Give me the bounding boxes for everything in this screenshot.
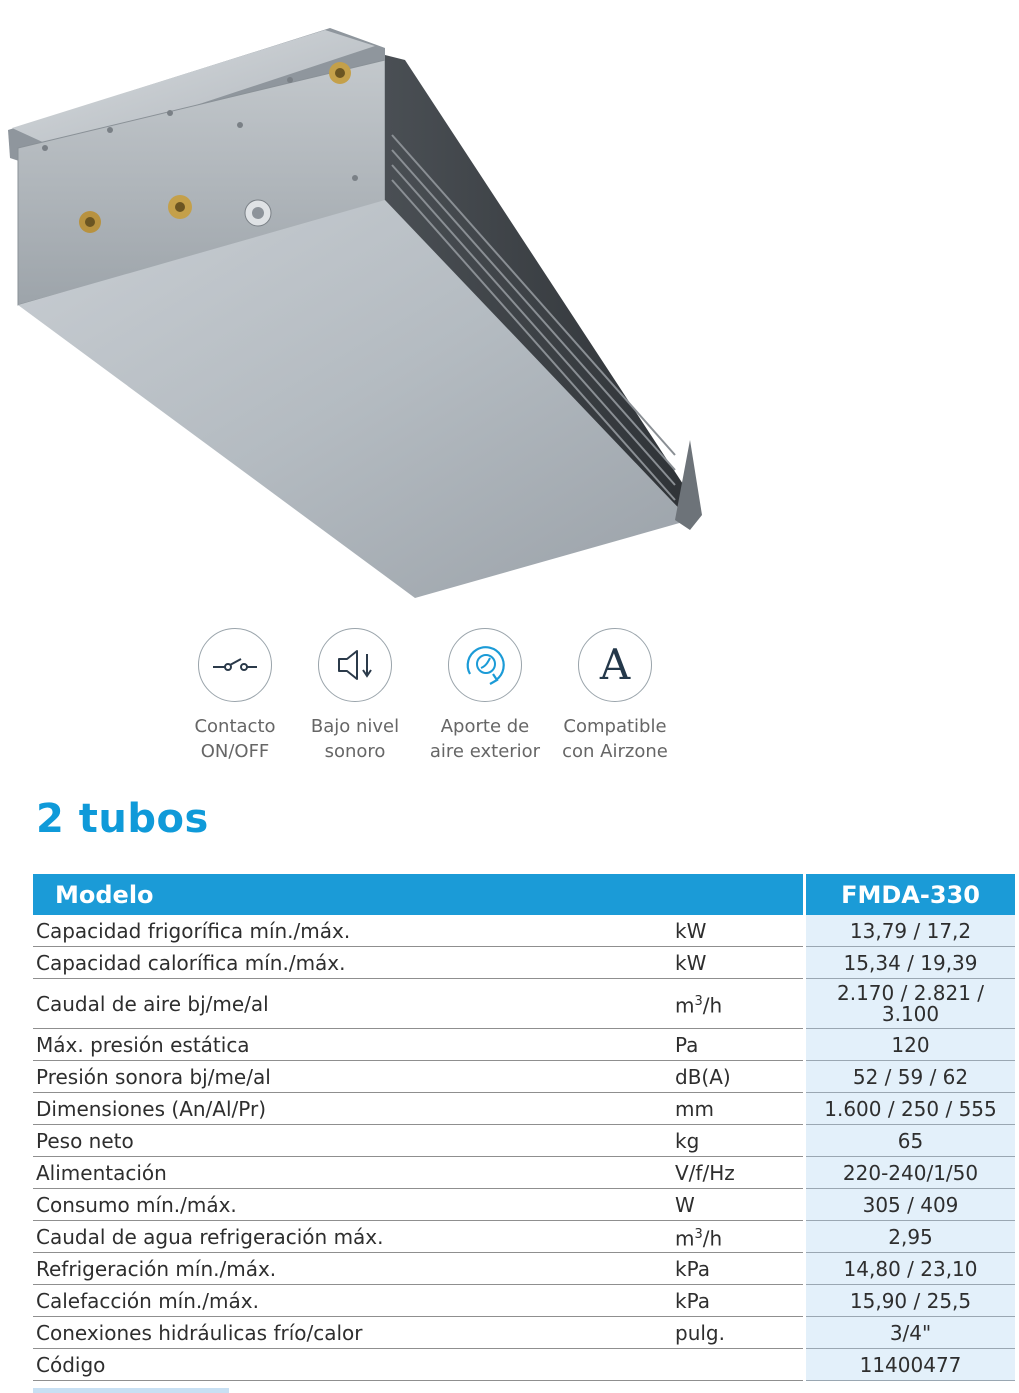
- table-row: [33, 979, 1015, 1029]
- row-unit: [669, 1221, 803, 1253]
- outdoor-air-icon: [448, 628, 522, 702]
- row-parameter: Consumo mín./máx.: [33, 1189, 669, 1221]
- unit-rest: /h: [702, 993, 723, 1018]
- feature-low-noise: [290, 628, 420, 764]
- table-row: [33, 1157, 1015, 1189]
- unit-base: m: [675, 1226, 695, 1251]
- unit-base: m: [675, 993, 695, 1018]
- feature-airzone: [550, 628, 680, 764]
- row-unit: [669, 1349, 803, 1381]
- row-value: 15,34 / 19,39: [806, 947, 1015, 979]
- row-parameter: Dimensiones (An/Al/Pr): [33, 1093, 669, 1125]
- row-value: 220-240/1/50: [806, 1157, 1015, 1189]
- feature-label-line2: sonoro: [324, 741, 386, 762]
- feature-label: [170, 714, 300, 764]
- table-row: [33, 1253, 1015, 1285]
- row-unit: Pa: [669, 1029, 803, 1061]
- airzone-icon: [578, 628, 652, 702]
- row-value: 1.600 / 250 / 555: [806, 1093, 1015, 1125]
- row-value: 2,95: [806, 1221, 1015, 1253]
- row-unit: kPa: [669, 1285, 803, 1317]
- row-parameter: Alimentación: [33, 1157, 669, 1189]
- table-row: [33, 1285, 1015, 1317]
- row-unit: kW: [669, 915, 803, 947]
- table-row: [33, 1317, 1015, 1349]
- header-model: FMDA-330: [806, 874, 1015, 915]
- row-value: 2.170 / 2.821 / 3.100: [806, 979, 1015, 1029]
- feature-label-line1: Aporte de: [440, 716, 530, 737]
- row-parameter: Capacidad frigorífica mín./máx.: [33, 915, 669, 947]
- unit-superscript: 3: [694, 993, 703, 1009]
- row-parameter: Código: [33, 1349, 669, 1381]
- feature-label: [420, 714, 550, 764]
- unit-rest: /h: [702, 1226, 723, 1251]
- feature-on-off: [170, 628, 300, 764]
- product-image: [0, 0, 720, 610]
- bottom-accent-bar: [33, 1388, 229, 1393]
- row-value: 305 / 409: [806, 1189, 1015, 1221]
- row-value: 3/4": [806, 1317, 1015, 1349]
- feature-label-line1: Contacto: [194, 716, 276, 737]
- airzone-icon-letter: A: [599, 640, 631, 689]
- row-parameter: Refrigeración mín./máx.: [33, 1253, 669, 1285]
- unit-superscript: 3: [694, 1226, 703, 1242]
- row-parameter: Capacidad calorífica mín./máx.: [33, 947, 669, 979]
- row-parameter: Caudal de aire bj/me/al: [33, 979, 669, 1029]
- row-unit: [669, 979, 803, 1029]
- row-parameter: Presión sonora bj/me/al: [33, 1061, 669, 1093]
- table-row: [33, 947, 1015, 979]
- spec-body: [33, 915, 1015, 1381]
- table-row: [33, 1061, 1015, 1093]
- row-unit: W: [669, 1189, 803, 1221]
- row-value: 14,80 / 23,10: [806, 1253, 1015, 1285]
- table-row: [33, 1349, 1015, 1381]
- table-row: [33, 1029, 1015, 1061]
- row-value: 120: [806, 1029, 1015, 1061]
- row-unit: kg: [669, 1125, 803, 1157]
- feature-icons: [170, 628, 690, 768]
- row-unit: V/f/Hz: [669, 1157, 803, 1189]
- table-row: [33, 1221, 1015, 1253]
- table-row: [33, 1093, 1015, 1125]
- feature-label: [290, 714, 420, 764]
- feature-label-line2: ON/OFF: [200, 741, 270, 762]
- table-row: [33, 915, 1015, 947]
- row-parameter: Caudal de agua refrigeración máx.: [33, 1221, 669, 1253]
- row-unit: pulg.: [669, 1317, 803, 1349]
- section-title: 2 tubos: [36, 796, 209, 842]
- row-value: 15,90 / 25,5: [806, 1285, 1015, 1317]
- row-value: 13,79 / 17,2: [806, 915, 1015, 947]
- spec-table: [33, 874, 1015, 1381]
- row-parameter: Máx. presión estática: [33, 1029, 669, 1061]
- row-unit: kPa: [669, 1253, 803, 1285]
- feature-label-line1: Compatible: [563, 716, 667, 737]
- feature-label-line2: aire exterior: [429, 741, 541, 762]
- row-parameter: Conexiones hidráulicas frío/calor: [33, 1317, 669, 1349]
- row-parameter: Calefacción mín./máx.: [33, 1285, 669, 1317]
- row-unit: kW: [669, 947, 803, 979]
- feature-label-line1: Bajo nivel: [310, 716, 400, 737]
- row-unit: mm: [669, 1093, 803, 1125]
- row-value: 52 / 59 / 62: [806, 1061, 1015, 1093]
- low-noise-speaker-icon: [318, 628, 392, 702]
- table-row: [33, 1125, 1015, 1157]
- row-unit: dB(A): [669, 1061, 803, 1093]
- header-label: Modelo: [33, 874, 803, 915]
- table-row: [33, 1189, 1015, 1221]
- table-header-row: [33, 874, 1015, 915]
- on-off-switch-icon: [198, 628, 272, 702]
- row-value: 11400477: [806, 1349, 1015, 1381]
- feature-label: [550, 714, 680, 764]
- row-value: 65: [806, 1125, 1015, 1157]
- feature-outdoor-air: [420, 628, 550, 764]
- feature-label-line2: con Airzone: [562, 741, 668, 762]
- row-parameter: Peso neto: [33, 1125, 669, 1157]
